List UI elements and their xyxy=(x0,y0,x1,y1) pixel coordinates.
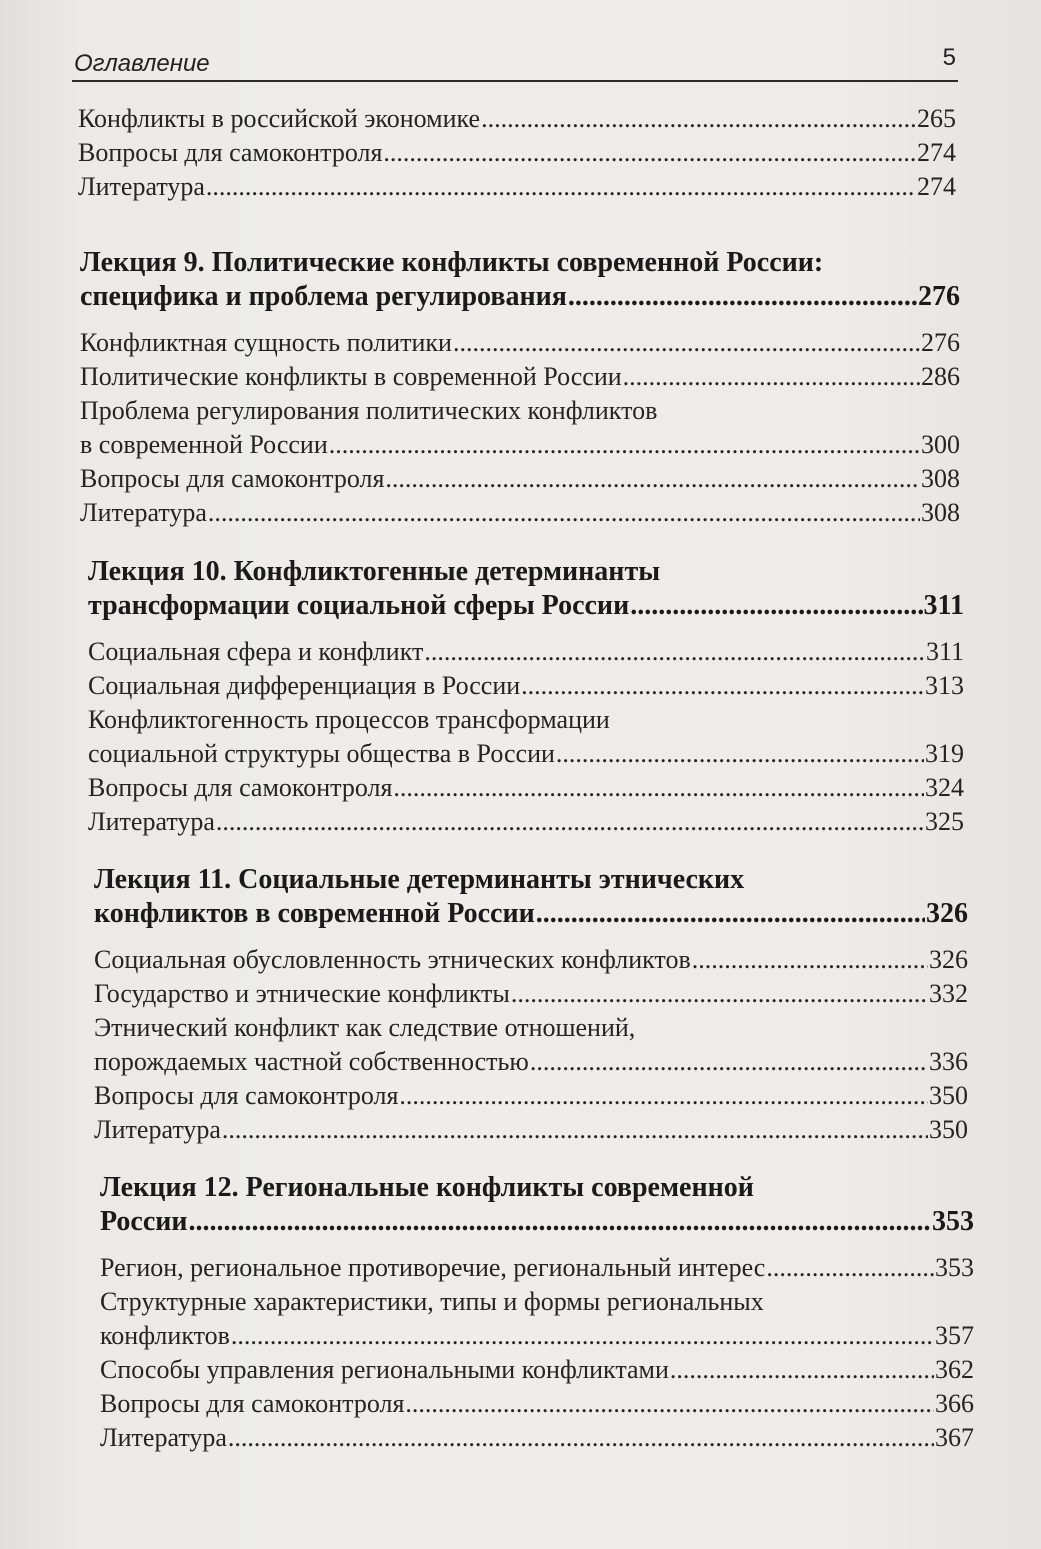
toc-entry-title: Социальная дифференциация в России xyxy=(88,671,521,700)
lecture-title-line1: Лекция 11. Социальные детерминанты этнических xyxy=(94,864,745,895)
toc-block-continuation xyxy=(78,102,956,204)
toc-entry-title: Вопросы для самоконтроля xyxy=(94,1081,399,1110)
lecture-page: 326 xyxy=(926,898,968,929)
dot-leader xyxy=(536,897,925,931)
toc-entry-title: Вопросы для самоконтроля xyxy=(80,464,385,493)
toc-entry-wrapped-line[interactable] xyxy=(94,1011,968,1045)
toc-entry-title: Способы управления региональными конфликтами xyxy=(100,1355,669,1384)
dot-leader xyxy=(208,496,920,530)
toc-entry[interactable] xyxy=(100,1353,974,1387)
toc-entry[interactable] xyxy=(80,428,960,462)
toc-entry-title: Литература xyxy=(94,1115,221,1144)
toc-block-lecture-9 xyxy=(80,246,960,530)
lecture-title-line2: России xyxy=(100,1206,188,1237)
lecture-title-line2: специфика и проблема регулирования xyxy=(80,281,567,312)
dot-leader xyxy=(329,428,920,462)
toc-entry-title: в современной России xyxy=(80,430,328,459)
toc-entry[interactable] xyxy=(100,1387,974,1421)
toc-entry[interactable] xyxy=(88,805,964,839)
toc-entry-title: Литература xyxy=(80,498,207,527)
toc-entry-page: 353 xyxy=(935,1253,974,1282)
toc-entry-page: 336 xyxy=(929,1047,968,1076)
toc-entry-title: Политические конфликты в современной России xyxy=(80,362,622,391)
toc-entry-page: 357 xyxy=(935,1321,974,1350)
toc-entry-page: 286 xyxy=(921,362,960,391)
toc-entry-page: 332 xyxy=(929,979,968,1008)
dot-leader xyxy=(231,1319,934,1353)
dot-leader xyxy=(453,326,920,360)
toc-entry-title: Вопросы для самоконтроля xyxy=(78,138,383,167)
toc-entry-title: Конфликтогенность процессов трансформации xyxy=(88,705,610,734)
dot-leader xyxy=(521,669,924,703)
toc-entry[interactable] xyxy=(78,102,956,136)
toc-entry-title: Конфликты в российской экономике xyxy=(78,104,481,133)
toc-entry-page: 319 xyxy=(925,739,964,768)
lecture-page: 311 xyxy=(923,590,964,621)
toc-entry[interactable] xyxy=(80,462,960,496)
lecture-page: 276 xyxy=(918,281,960,312)
lecture-heading[interactable] xyxy=(88,555,964,623)
toc-entry-title: конфликтов xyxy=(100,1321,230,1350)
toc-block-lecture-10 xyxy=(88,555,964,839)
dot-leader xyxy=(206,170,916,204)
dot-leader xyxy=(630,589,922,623)
dot-leader xyxy=(623,360,920,394)
toc-entry-page: 311 xyxy=(925,637,964,666)
dot-leader xyxy=(216,805,924,839)
dot-leader xyxy=(189,1205,931,1239)
lecture-title-line1: Лекция 12. Региональные конфликты современной xyxy=(100,1172,754,1203)
toc-entry-page: 366 xyxy=(935,1389,974,1418)
toc-entry-title: Структурные характеристики, типы и формы региональных xyxy=(100,1287,764,1316)
toc-entry-page: 362 xyxy=(935,1355,974,1384)
toc-entry[interactable] xyxy=(94,1079,968,1113)
page-number: 5 xyxy=(942,44,956,71)
toc-entry-wrapped-line[interactable] xyxy=(100,1285,974,1319)
toc-entry[interactable] xyxy=(94,1045,968,1079)
toc-entry[interactable] xyxy=(78,136,956,170)
toc-entry-wrapped-line[interactable] xyxy=(88,703,964,737)
dot-leader xyxy=(692,943,928,977)
dot-leader xyxy=(424,635,925,669)
toc-entry-title: Вопросы для самоконтроля xyxy=(100,1389,405,1418)
toc-block-lecture-11 xyxy=(94,863,968,1147)
toc-entry-title: Государство и этнические конфликты xyxy=(94,979,510,1008)
toc-entry-page: 265 xyxy=(917,104,956,133)
toc-entry-page: 308 xyxy=(921,464,960,493)
toc-entry[interactable] xyxy=(88,635,964,669)
toc-entry-title: Регион, региональное противоречие, региональный интерес xyxy=(100,1253,766,1282)
dot-leader xyxy=(228,1421,934,1455)
lecture-title-line2: трансформации социальной сферы России xyxy=(88,590,630,621)
toc-block-lecture-12 xyxy=(100,1171,974,1455)
toc-entry-title: Конфликтная сущность политики xyxy=(80,328,452,357)
lecture-heading[interactable] xyxy=(80,246,960,314)
toc-entry-title: Вопросы для самоконтроля xyxy=(88,773,393,802)
toc-entry[interactable] xyxy=(94,1113,968,1147)
lecture-title-line1: Лекция 9. Политические конфликты современной России: xyxy=(80,247,824,278)
lecture-heading[interactable] xyxy=(100,1171,974,1239)
toc-entry-page: 350 xyxy=(929,1115,968,1144)
dot-leader xyxy=(222,1113,928,1147)
toc-entry[interactable] xyxy=(88,771,964,805)
toc-entry-page: 308 xyxy=(921,498,960,527)
lecture-heading[interactable] xyxy=(94,863,968,931)
toc-entry-title: Проблема регулирования политических конфликтов xyxy=(80,396,658,425)
lecture-page: 353 xyxy=(932,1206,974,1237)
dot-leader xyxy=(481,102,916,136)
dot-leader xyxy=(511,977,928,1011)
dot-leader xyxy=(556,737,924,771)
dot-leader xyxy=(766,1251,934,1285)
toc-entry-page: 274 xyxy=(917,138,956,167)
toc-entry-page: 325 xyxy=(925,807,964,836)
toc-entry-title: Литература xyxy=(100,1423,227,1452)
toc-entry-page: 350 xyxy=(929,1081,968,1110)
toc-entry[interactable] xyxy=(100,1421,974,1455)
toc-entry-page: 324 xyxy=(925,773,964,802)
toc-entry[interactable] xyxy=(80,326,960,360)
dot-leader xyxy=(670,1353,934,1387)
toc-entry-page: 313 xyxy=(925,671,964,700)
toc-entry-title: Литература xyxy=(88,807,215,836)
toc-entry-title: Этнический конфликт как следствие отношений, xyxy=(94,1013,636,1042)
lecture-title-line2: конфликтов в современной России xyxy=(94,898,535,929)
toc-entry[interactable] xyxy=(94,977,968,1011)
dot-leader xyxy=(530,1045,928,1079)
toc-entry[interactable] xyxy=(100,1251,974,1285)
toc-entry[interactable] xyxy=(80,496,960,530)
toc-entry[interactable] xyxy=(80,360,960,394)
dot-leader xyxy=(383,136,916,170)
toc-entry[interactable] xyxy=(100,1319,974,1353)
toc-entry-title: Социальная обусловленность этнических конфликтов xyxy=(94,945,691,974)
toc-entry-title: социальной структуры общества в России xyxy=(88,739,555,768)
toc-entry[interactable] xyxy=(78,170,956,204)
toc-entry[interactable] xyxy=(88,737,964,771)
dot-leader xyxy=(399,1079,928,1113)
toc-entry-page: 326 xyxy=(929,945,968,974)
lecture-title-line1: Лекция 10. Конфликтогенные детерминанты xyxy=(88,556,661,587)
toc-entry[interactable] xyxy=(94,943,968,977)
toc-entry-page: 300 xyxy=(921,430,960,459)
toc-entry[interactable] xyxy=(88,669,964,703)
running-title: Оглавление xyxy=(74,50,210,77)
dot-leader xyxy=(393,771,924,805)
dot-leader xyxy=(385,462,920,496)
toc-entry-title: Социальная сфера и конфликт xyxy=(88,637,424,666)
toc-entry-wrapped-line[interactable] xyxy=(80,394,960,428)
dot-leader xyxy=(405,1387,934,1421)
toc-entry-page: 276 xyxy=(921,328,960,357)
toc-entry-title: Литература xyxy=(78,172,205,201)
dot-leader xyxy=(568,280,917,314)
toc-entry-page: 367 xyxy=(935,1423,974,1452)
toc-entry-title: порождаемых частной собственностью xyxy=(94,1047,529,1076)
toc-entry-page: 274 xyxy=(917,172,956,201)
